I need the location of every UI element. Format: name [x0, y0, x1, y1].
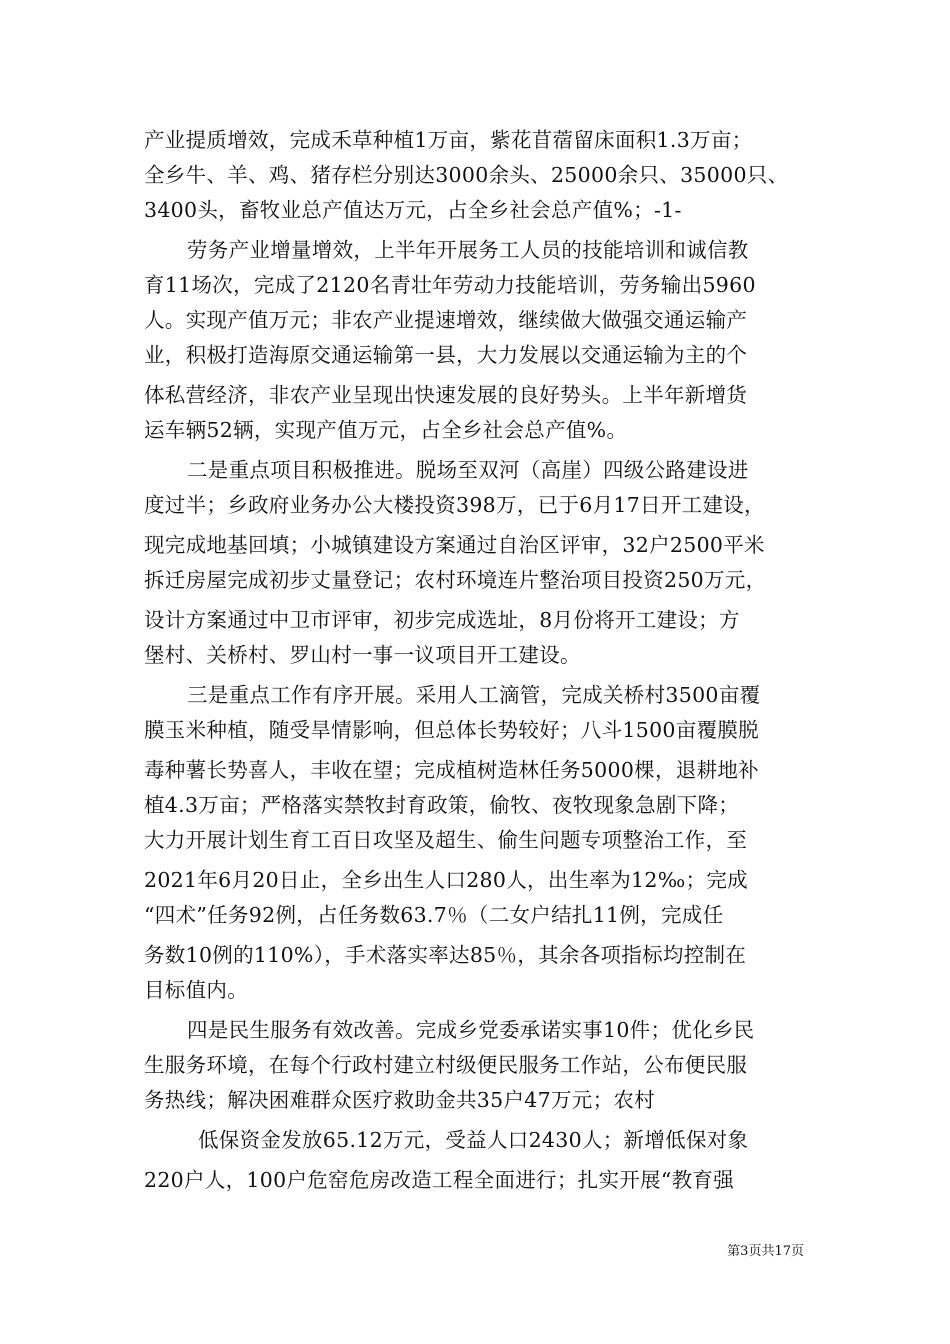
text-line-9: 运车辆52辆，实现产值万元，占全乡社会总产值%。: [144, 418, 628, 442]
text-line-1: 产业提质增效，完成禾草种植1万亩，紫花苜蓿留床面积1.3万亩；: [144, 128, 753, 152]
text-line-27: 务热线；解决困难群众医疗救助金共35户47万元；农村: [144, 1088, 655, 1112]
text-line-12: 现完成地基回填；小城镇建设方案通过自治区评审，32户2500平米: [144, 533, 765, 557]
text-line-14: 设计方案通过中卫市评审，初步完成选址，8月份将开工建设；方: [144, 608, 740, 632]
text-line-7: 业，积极打造海原交通运输第一县，大力发展以交通运输为主的个: [144, 343, 748, 367]
text-line-21: 2021年6月20日止，全乡出生人口280人，出生率为12‰；完成: [144, 868, 748, 892]
text-line-10: 二是重点项目积极推进。脱场至双河（高崖）四级公路建设进: [187, 458, 749, 482]
text-line-26: 生服务环境，在每个行政村建立村级便民服务工作站，公布便民服: [144, 1053, 748, 1077]
page-number-footer: 第3页共17页: [727, 1244, 804, 1259]
text-line-19: 植4.3万亩；严格落实禁牧封育政策，偷牧、夜牧现象急剧下降；: [144, 793, 740, 817]
text-line-20: 大力开展计划生育工百日攻坚及超生、偷生问题专项整治工作，至: [144, 828, 748, 852]
text-line-24: 目标值内。: [144, 978, 248, 1002]
text-line-28: 低保资金发放65.12万元，受益人口2430人；新增低保对象: [198, 1128, 749, 1152]
text-line-2: 全乡牛、羊、鸡、猪存栏分别达3000余头、25000余只、35000只、: [144, 163, 789, 187]
text-line-25: 四是民生服务有效改善。完成乡党委承诺实事10件；优化乡民: [187, 1018, 755, 1042]
text-line-3: 3400头，畜牧业总产值达万元，占全乡社会总产值%；-1-: [144, 198, 682, 222]
text-line-17: 膜玉米种植，随受旱情影响，但总体长势较好；八斗1500亩覆膜脱: [144, 718, 759, 742]
text-line-29: 220户人，100户危窑危房改造工程全面进行；扎实开展“教育强: [144, 1168, 735, 1192]
text-line-18: 毒种薯长势喜人，丰收在望；完成植树造林任务5000棵，退耕地补: [144, 758, 759, 782]
text-line-23: 务数10例的110%），手术落实率达85％，其余各项指标均控制在: [144, 943, 747, 967]
text-line-16: 三是重点工作有序开展。采用人工滴管，完成关桥村3500亩覆: [187, 683, 761, 707]
text-line-15: 堡村、关桥村、罗山村一事一议项目开工建设。: [144, 643, 581, 667]
text-line-11: 度过半；乡政府业务办公大楼投资398万，已于6月17日开工建设，: [144, 493, 765, 517]
text-line-22: “四术”任务92例，占任务数63.7％（二女户结扎11例，完成任: [144, 903, 724, 927]
text-line-13: 拆迁房屋完成初步丈量登记；农村环境连片整治项目投资250万元，: [144, 568, 767, 592]
text-line-6: 人。实现产值万元；非农产业提速增效，继续做大做强交通运输产: [144, 308, 748, 332]
text-line-4: 劳务产业增量增效，上半年开展务工人员的技能培训和诚信教: [187, 238, 749, 262]
text-line-5: 育11场次，完成了2120名青壮年劳动力技能培训，劳务输出5960: [144, 273, 756, 297]
text-line-8: 体私营经济，非农产业呈现出快速发展的良好势头。上半年新增货: [144, 383, 748, 407]
